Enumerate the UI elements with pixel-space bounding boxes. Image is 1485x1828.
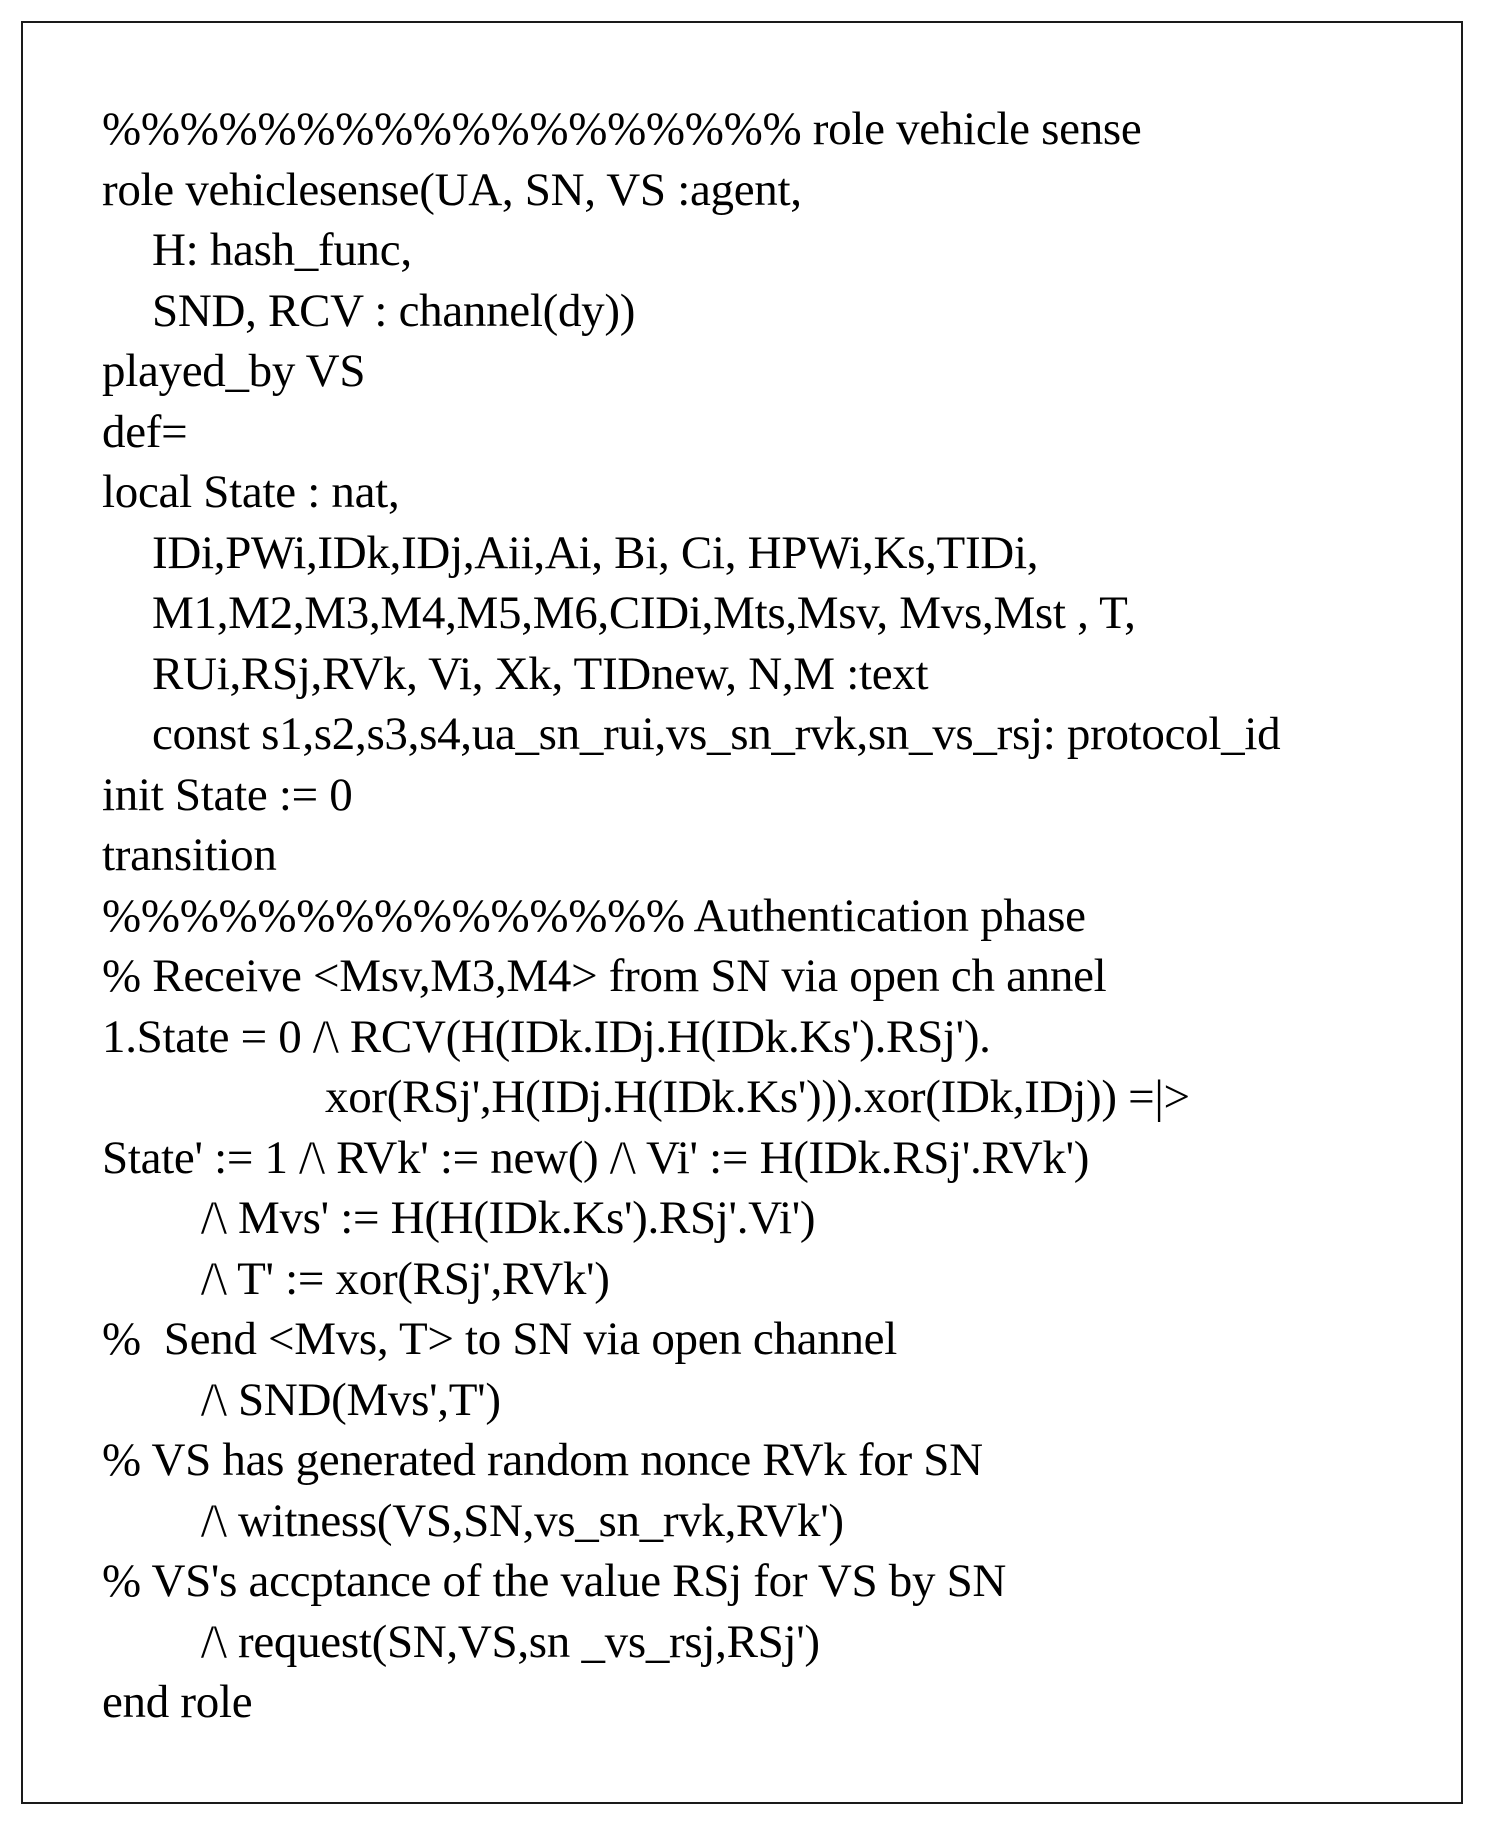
code-line-2: role vehiclesense(UA, SN, VS :agent,	[102, 163, 802, 216]
code-line-22: /\ SND(Mvs',T')	[201, 1373, 501, 1426]
code-line-25: % VS's accptance of the value RSj for VS by SN	[102, 1555, 1007, 1607]
code-line-26: /\ request(SN,VS,sn _vs_rsj,RSj')	[201, 1615, 820, 1668]
code-line-8: IDi,PWi,IDk,IDj,Aii,Ai, Bi, Ci, HPWi,Ks,TIDi,	[152, 526, 1039, 579]
code-line-10: RUi,RSj,RVk, Vi, Xk, TIDnew, N,M :text	[152, 647, 929, 700]
code-line-12: init State := 0	[102, 768, 353, 821]
code-line-7: local State : nat,	[102, 466, 400, 518]
code-line-19: /\ Mvs' := H(H(IDk.Ks').RSj'.Vi')	[201, 1192, 816, 1244]
code-line-3: H: hash_func,	[152, 224, 412, 276]
code-line-15: % Receive <Msv,M3,M4> from SN via open ch annel	[102, 950, 1107, 1002]
code-line-4: SND, RCV : channel(dy))	[152, 284, 636, 337]
code-line-6: def=	[102, 405, 188, 458]
code-line-5: played_by VS	[102, 345, 366, 397]
code-line-1: %%%%%%%%%%%%%%%%%% role vehicle sense	[102, 103, 1142, 155]
code-listing	[102, 99, 1442, 1733]
code-line-13: transition	[102, 829, 277, 881]
code-line-17: xor(RSj',H(IDj.H(IDk.Ks'))).xor(IDk,IDj)) =|>	[325, 1071, 1190, 1123]
code-line-14: %%%%%%%%%%%%%%% Authentication phase	[102, 889, 1086, 942]
code-line-24: /\ witness(VS,SN,vs_sn_rvk,RVk')	[201, 1494, 844, 1547]
code-line-27: end role	[102, 1676, 253, 1728]
code-line-9: M1,M2,M3,M4,M5,M6,CIDi,Mts,Msv, Mvs,Mst , T,	[152, 587, 1136, 639]
code-line-16: 1.State = 0 /\ RCV(H(IDk.IDj.H(IDk.Ks').RSj').	[102, 1010, 991, 1063]
code-line-20: /\ T' := xor(RSj',RVk')	[201, 1252, 610, 1305]
code-line-23: % VS has generated random nonce RVk for SN	[102, 1434, 983, 1486]
code-line-18: State' := 1 /\ RVk' := new() /\ Vi' := H(IDk.RSj'.RVk')	[102, 1131, 1090, 1184]
code-line-11: const s1,s2,s3,s4,ua_sn_rui,vs_sn_rvk,sn_vs_rsj: protocol_id	[152, 708, 1281, 760]
code-line-21: % Send <Mvs, T> to SN via open channel	[102, 1313, 897, 1365]
